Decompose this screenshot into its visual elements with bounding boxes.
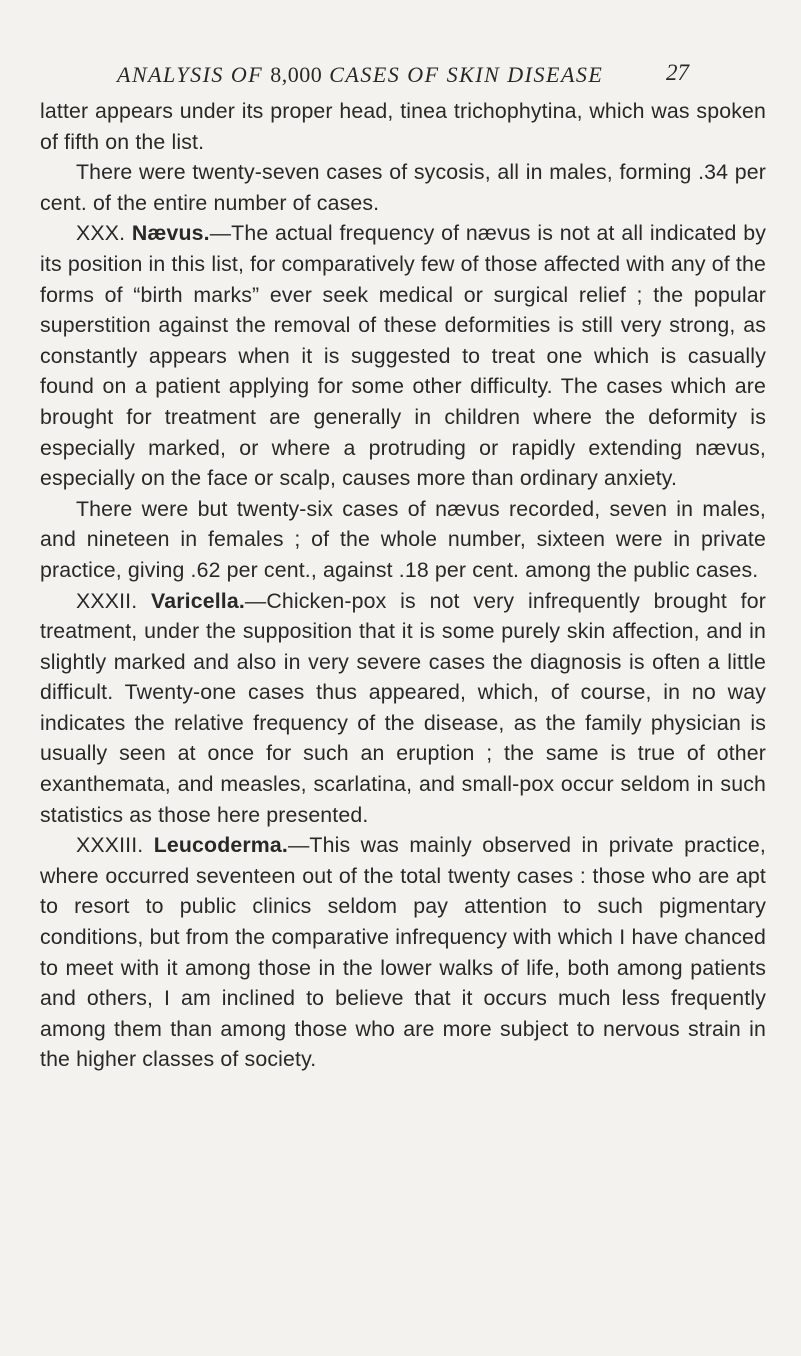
paragraph-text: There were but twenty-six cases of nævus recorded, seven in males, and nineteen in females ; of the whole number, sixteen were in private practice, giving .62 per cent., against .18 per cent. among the public cases. [40,496,766,582]
body-text [40,96,766,1075]
paragraph-text: —Chicken-pox is not very infrequently brought for treatment, under the supposition that it is some purely skin affection, and in slightly marked and also in very severe cases the diagnosis is often a little difficult. Twenty-one cases thus appeared, which, of course, in no way indicates the relative frequency of the disease, as the family physician is usually seen at once for such an eruption ; the same is true of other exanthemata, and measles, scarlatina, and small-pox occur seldom in such statistics as those here presented. [40,588,766,827]
paragraph [40,96,766,157]
running-head-number: 8,000 [270,62,323,87]
running-head-part1: ANALYSIS OF [117,62,264,87]
paragraph [40,157,766,218]
running-head-part3: CASES OF SKIN DISEASE [329,62,604,87]
paragraph-heading: Varicella. [151,588,245,613]
paragraph-prefix: XXXII. [76,588,152,613]
paragraph [40,586,766,831]
paragraph-prefix: XXXIII. [76,833,154,858]
paragraph-prefix: XXX. [76,221,132,246]
paragraph [40,830,766,1075]
paragraph-text: —The actual frequency of nævus is not at all indicated by its position in this list, for comparatively few of those affected with any of the forms of “birth marks” ever seek medical or surgical relief ; the popular superstition against the removal of these deformities is still very strong, as constantly appears when it is suggested to treat one which is casually found on a patient applying for some other difficulty. The cases which are brought for treatment are generally in children where the deformity is especially marked, or where a protruding or rapidly extending nævus, especially on the face or scalp, causes more than ordinary anxiety. [40,221,766,491]
paragraph [40,494,766,586]
paragraph-text: There were twenty-seven cases of sycosis, all in males, forming .34 per cent. of the entire number of cases. [40,160,766,215]
paragraph-heading: Nævus. [131,221,210,246]
paragraph-heading: Leucoderma. [153,833,288,858]
page-number: 27 [666,60,689,85]
paragraph [40,218,766,493]
paragraph-text: —This was mainly observed in private practice, where occurred seventeen out of the total twenty cases : those who are apt to resort to public clinics seldom pay attention to such pigmentary conditions, but from the comparative infrequency with which I have chanced to meet with it among those in the lower walks of life, both among patients and others, I am inclined to believe that it occurs much less frequently among them than among those who are more subject to nervous strain in the higher classes of society. [40,833,766,1072]
running-head [117,62,717,88]
paragraph-text: latter appears under its proper head, tinea trichophytina, which was spoken of fifth on the list. [40,99,766,154]
